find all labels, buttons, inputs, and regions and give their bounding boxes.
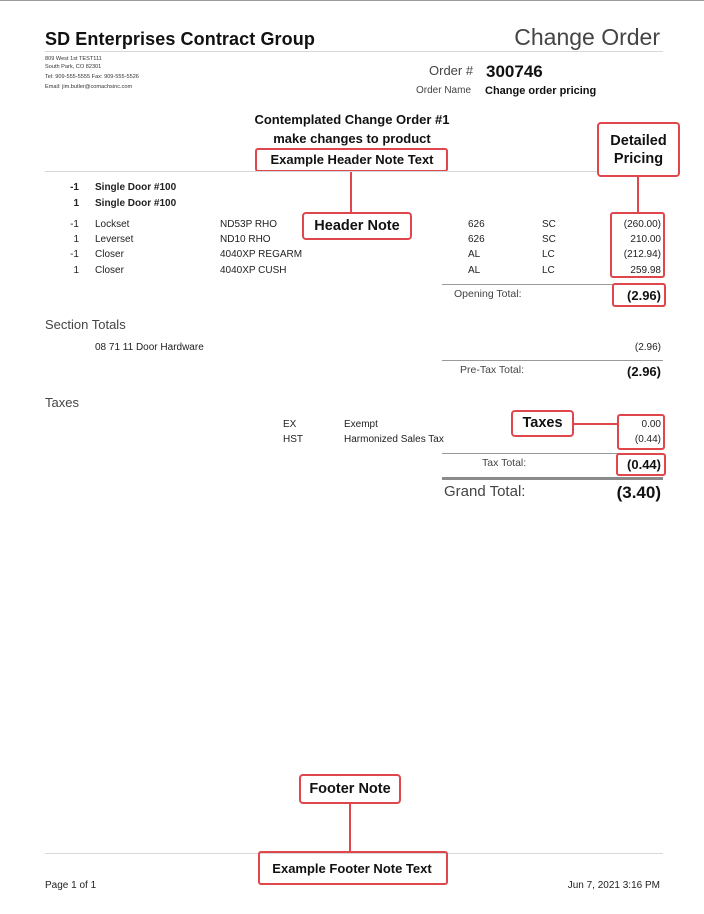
callout-detailed-pricing-line2: Pricing: [613, 151, 664, 167]
item-price: (212.94): [623, 249, 661, 260]
tax-total-highlight: [616, 453, 666, 476]
item-type: Leverset: [95, 234, 134, 245]
callout-taxes-connector: [574, 423, 618, 425]
item-code: SC: [542, 234, 556, 245]
company-phone-line: Tel: 909-555-5555 Fax: 909-555-5526: [45, 74, 139, 80]
detailed-pricing-highlight: [610, 212, 665, 278]
header-divider: [45, 51, 663, 52]
document-title: Change Order: [514, 24, 660, 50]
item-finish: 626: [468, 219, 485, 230]
item-type: Lockset: [95, 219, 130, 230]
taxes-heading: Taxes: [45, 395, 79, 410]
grand-total-label: Grand Total:: [444, 483, 526, 500]
item-model: 4040XP CUSH: [220, 265, 287, 276]
item-model: ND10 RHO: [220, 234, 271, 245]
opening-name: Single Door #100: [95, 182, 177, 193]
opening-name: Single Door #100: [95, 198, 177, 209]
order-name-label: Order Name: [416, 85, 472, 96]
header-subtitle: make changes to product: [273, 131, 431, 146]
tax-total-value: (0.44): [627, 457, 661, 472]
taxes-highlight: [617, 414, 665, 450]
page-top-border: [0, 0, 704, 1]
print-date: Jun 7, 2021 3:16 PM: [567, 880, 660, 891]
tax-code: HST: [283, 434, 303, 445]
item-qty: -1: [70, 219, 79, 230]
order-number: 300746: [486, 62, 543, 81]
header-title: Contemplated Change Order #1: [254, 112, 450, 127]
section-total-name: 08 71 11 Door Hardware: [95, 342, 204, 353]
opening-total-value: (2.96): [627, 288, 661, 303]
item-finish: AL: [468, 265, 481, 276]
order-number-label: Order #: [429, 63, 474, 78]
item-price: 259.98: [630, 265, 661, 276]
item-qty: 1: [73, 265, 79, 276]
item-price: 210.00: [630, 234, 661, 245]
company-email-line: Email: jim.butler@comachsinc.com: [45, 84, 133, 90]
item-code: LC: [542, 265, 555, 276]
pretax-total-label: Pre-Tax Total:: [460, 364, 524, 376]
grand-total-rule: [442, 477, 663, 480]
company-address-line: South Park, CO 82301: [45, 64, 102, 70]
callout-footer-note: Footer Note: [299, 774, 401, 804]
item-price: (260.00): [623, 219, 661, 230]
callout-detailed-pricing: [597, 122, 680, 177]
callout-header-note: Header Note: [302, 212, 412, 240]
tax-name: Harmonized Sales Tax: [344, 434, 444, 445]
callout-detailed-pricing-line1: Detailed: [610, 133, 667, 149]
section-total-value: (2.96): [634, 342, 661, 353]
tax-total-label: Tax Total:: [482, 457, 527, 469]
callout-detailed-pricing-connector: [637, 177, 639, 213]
opening-qty: 1: [73, 198, 79, 209]
tax-code: EX: [283, 419, 297, 430]
header-note-text: Example Header Note Text: [270, 152, 434, 167]
opening-total-highlight: [612, 283, 666, 307]
company-address-line: 809 West 1st TEST111: [45, 56, 102, 62]
item-finish: AL: [468, 249, 481, 260]
footer-note-text: Example Footer Note Text: [272, 861, 432, 876]
callout-header-note-connector: [350, 172, 352, 212]
opening-qty: -1: [70, 182, 79, 193]
tax-name: Exempt: [344, 419, 378, 430]
section-totals-heading: Section Totals: [45, 317, 126, 332]
item-qty: 1: [73, 234, 79, 245]
item-type: Closer: [95, 249, 124, 260]
page-number: Page 1 of 1: [45, 880, 97, 891]
order-name: Change order pricing: [485, 85, 597, 97]
callout-taxes: Taxes: [511, 410, 574, 437]
item-code: SC: [542, 219, 556, 230]
item-model: ND53P RHO: [220, 219, 278, 230]
callout-footer-note-connector: [349, 804, 351, 851]
item-model: 4040XP REGARM: [220, 249, 303, 260]
grand-total-value: (3.40): [616, 483, 661, 502]
pretax-total-value: (2.96): [627, 364, 661, 379]
tax-value: 0.00: [641, 419, 661, 430]
item-code: LC: [542, 249, 555, 260]
item-type: Closer: [95, 265, 124, 276]
item-finish: 626: [468, 234, 485, 245]
pretax-total-rule: [442, 360, 663, 361]
item-qty: -1: [70, 249, 79, 260]
opening-total-label: Opening Total:: [454, 288, 522, 300]
tax-value: (0.44): [634, 434, 661, 445]
company-name: SD Enterprises Contract Group: [45, 29, 315, 49]
header-note-divider: [45, 171, 663, 172]
